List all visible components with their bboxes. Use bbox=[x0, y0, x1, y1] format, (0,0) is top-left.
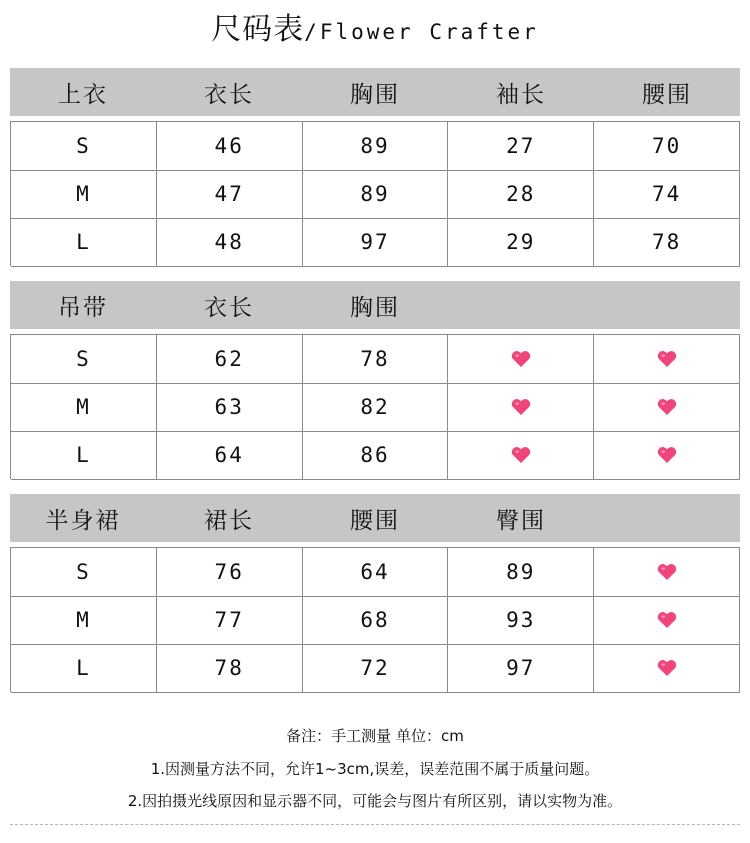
heart-cell bbox=[594, 383, 740, 432]
heart-cell bbox=[594, 431, 740, 480]
size-cell: L bbox=[11, 644, 157, 693]
value-cell: 86 bbox=[303, 431, 449, 480]
size-cell: M bbox=[11, 170, 157, 219]
value-cell: 89 bbox=[303, 170, 449, 219]
table-row bbox=[11, 122, 740, 170]
heart-icon bbox=[657, 611, 677, 629]
table-row bbox=[11, 218, 740, 266]
value-cell: 97 bbox=[448, 644, 594, 693]
header-col: 臀围 bbox=[496, 507, 546, 534]
size-cell: S bbox=[11, 122, 157, 171]
table-row bbox=[11, 596, 740, 644]
table-row bbox=[11, 383, 740, 431]
table-row bbox=[11, 335, 740, 383]
value-cell: 29 bbox=[448, 218, 594, 267]
header-category: 上衣 bbox=[58, 81, 108, 108]
heart-cell bbox=[448, 383, 594, 432]
size-cell: L bbox=[11, 431, 157, 480]
heart-cell bbox=[594, 644, 740, 693]
title-brand: /Flower Crafter bbox=[304, 20, 539, 44]
heart-icon bbox=[511, 398, 531, 416]
table-row bbox=[11, 644, 740, 692]
header-col: 衣长 bbox=[204, 294, 254, 321]
header-col: 腰围 bbox=[642, 81, 692, 108]
note-heading: 备注：手工测量 单位：cm bbox=[286, 727, 464, 745]
heart-icon bbox=[657, 563, 677, 581]
header-col: 胸围 bbox=[350, 81, 400, 108]
size-cell: M bbox=[11, 383, 157, 432]
header-category: 半身裙 bbox=[45, 507, 121, 534]
size-table-top bbox=[10, 68, 740, 266]
note-line-2: 2.因拍摄光线原因和显示器不同，可能会与图片有所区别，请以实物为准。 bbox=[127, 792, 623, 810]
table-row bbox=[11, 170, 740, 218]
size-cell: L bbox=[11, 218, 157, 267]
heart-cell bbox=[594, 548, 740, 597]
value-cell: 74 bbox=[594, 170, 740, 219]
header-col: 腰围 bbox=[350, 507, 400, 534]
header-col: 袖长 bbox=[496, 81, 546, 108]
value-cell: 46 bbox=[157, 122, 303, 171]
value-cell: 89 bbox=[303, 122, 449, 171]
title-cn: 尺码表 bbox=[211, 12, 305, 47]
header-category: 吊带 bbox=[58, 294, 108, 321]
note-line-1: 1.因测量方法不同，允许1~3cm,误差，误差范围不属于质量问题。 bbox=[150, 760, 600, 778]
heart-icon bbox=[657, 659, 677, 677]
value-cell: 62 bbox=[157, 335, 303, 384]
heart-icon bbox=[511, 350, 531, 368]
table-body bbox=[10, 334, 740, 479]
heart-icon bbox=[657, 398, 677, 416]
value-cell: 78 bbox=[594, 218, 740, 267]
value-cell: 68 bbox=[303, 596, 449, 645]
value-cell: 89 bbox=[448, 548, 594, 597]
value-cell: 47 bbox=[157, 170, 303, 219]
table-body bbox=[10, 121, 740, 266]
value-cell: 97 bbox=[303, 218, 449, 267]
page-title bbox=[0, 10, 750, 52]
size-cell: S bbox=[11, 335, 157, 384]
header-col: 胸围 bbox=[350, 294, 400, 321]
value-cell: 48 bbox=[157, 218, 303, 267]
table-row bbox=[11, 548, 740, 596]
header-col: 裙长 bbox=[204, 507, 254, 534]
size-table-camisole bbox=[10, 281, 740, 479]
value-cell: 77 bbox=[157, 596, 303, 645]
value-cell: 28 bbox=[448, 170, 594, 219]
heart-icon bbox=[657, 350, 677, 368]
divider bbox=[10, 824, 740, 825]
heart-icon bbox=[657, 446, 677, 464]
table-header bbox=[10, 494, 740, 542]
heart-icon bbox=[511, 446, 531, 464]
size-table-skirt bbox=[10, 494, 740, 692]
value-cell: 64 bbox=[157, 431, 303, 480]
value-cell: 76 bbox=[157, 548, 303, 597]
size-cell: M bbox=[11, 596, 157, 645]
heart-cell bbox=[594, 335, 740, 384]
heart-cell bbox=[448, 431, 594, 480]
value-cell: 64 bbox=[303, 548, 449, 597]
table-header bbox=[10, 68, 740, 116]
value-cell: 78 bbox=[303, 335, 449, 384]
value-cell: 72 bbox=[303, 644, 449, 693]
table-body bbox=[10, 547, 740, 692]
value-cell: 27 bbox=[448, 122, 594, 171]
value-cell: 93 bbox=[448, 596, 594, 645]
value-cell: 70 bbox=[594, 122, 740, 171]
table-header bbox=[10, 281, 740, 329]
header-col: 衣长 bbox=[204, 81, 254, 108]
heart-cell bbox=[448, 335, 594, 384]
table-row bbox=[11, 431, 740, 479]
value-cell: 78 bbox=[157, 644, 303, 693]
value-cell: 82 bbox=[303, 383, 449, 432]
heart-cell bbox=[594, 596, 740, 645]
value-cell: 63 bbox=[157, 383, 303, 432]
size-cell: S bbox=[11, 548, 157, 597]
